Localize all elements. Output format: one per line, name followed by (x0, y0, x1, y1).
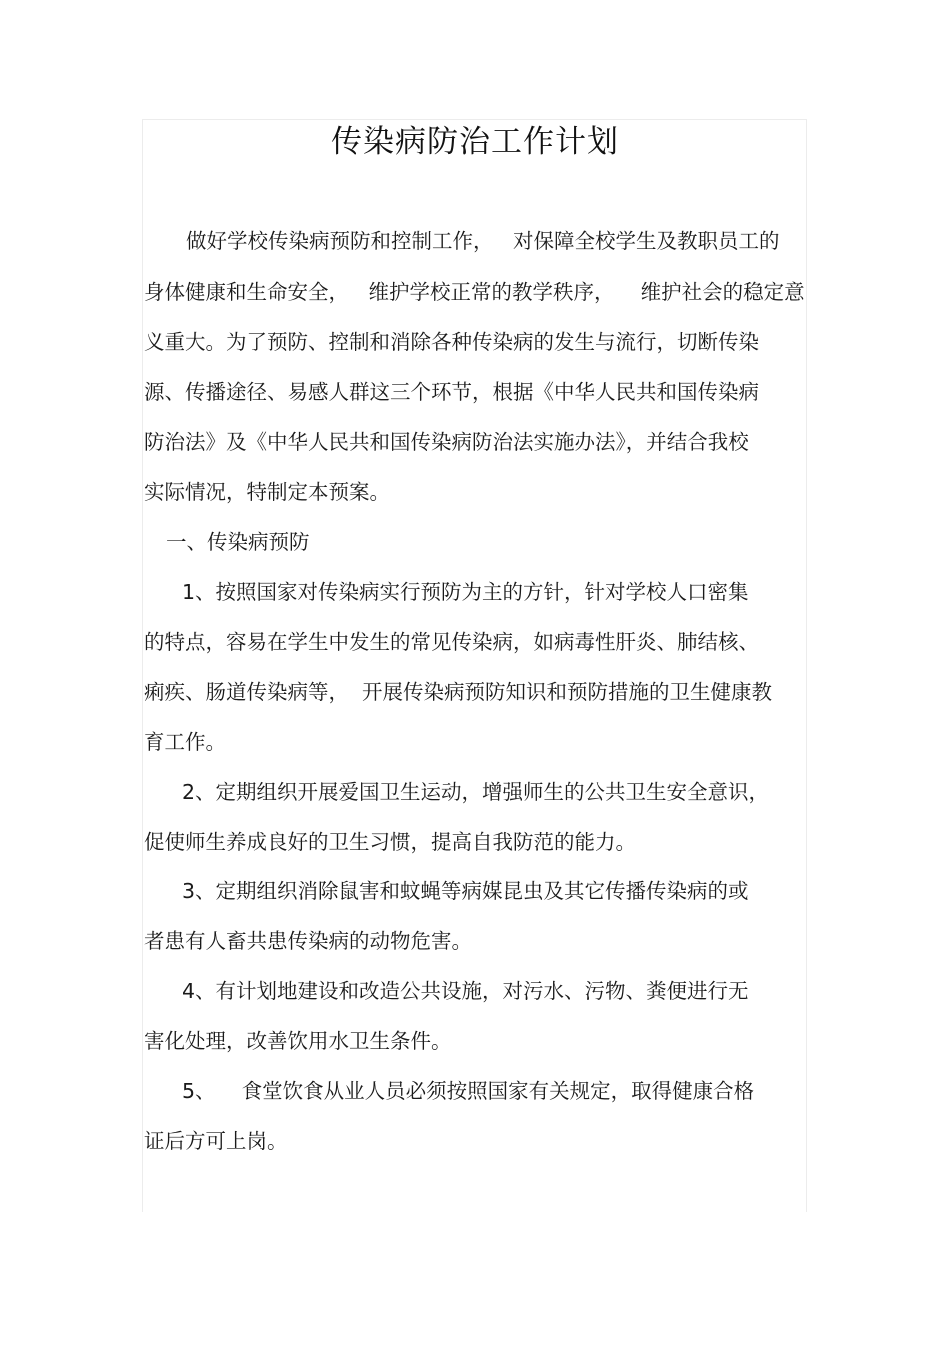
item-line: 3、定期组织消除鼠害和蚊蝇等病媒昆虫及其它传播传染病的或 (182, 879, 749, 903)
item-line: 育工作。 (144, 730, 226, 754)
item-line: 的特点，容易在学生中发生的常见传染病，如病毒性肝炎、肺结核、 (144, 630, 759, 654)
item-line: 1、按照国家对传染病实行预防为主的方针，针对学校人口密集 (182, 580, 749, 604)
item-line: 5、 食堂饮食从业人员必须按照国家有关规定，取得健康合格 (182, 1079, 755, 1103)
item-line: 者患有人畜共患传染病的动物危害。 (144, 929, 472, 953)
item-line: 4、有计划地建设和改造公共设施，对污水、污物、粪便进行无 (182, 979, 749, 1003)
document-title: 传染病防治工作计划 (331, 124, 619, 160)
section-heading: 一、传染病预防 (166, 530, 310, 554)
item-line: 证后方可上岗。 (144, 1129, 288, 1153)
intro-line: 源、传播途径、易感人群这三个环节，根据《中华人民共和国传染病 (144, 380, 759, 404)
item-line: 促使师生养成良好的卫生习惯，提高自我防范的能力。 (144, 830, 636, 854)
item-line: 害化处理，改善饮用水卫生条件。 (144, 1029, 452, 1053)
item-line: 2、定期组织开展爱国卫生运动，增强师生的公共卫生安全意识， (182, 780, 770, 804)
item-line: 痢疾、肠道传染病等， 开展传染病预防知识和预防措施的卫生健康教 (144, 680, 773, 704)
intro-line: 义重大。为了预防、控制和消除各种传染病的发生与流行，切断传染 (144, 330, 759, 354)
intro-line: 防治法》及《中华人民共和国传染病防治法实施办法》，并结合我校 (144, 430, 749, 454)
intro-line: 实际情况，特制定本预案。 (144, 480, 390, 504)
intro-line: 身体健康和生命安全， 维护学校正常的教学秩序， 维护社会的稳定意 (144, 280, 805, 304)
intro-line: 做好学校传染病预防和控制工作， 对保障全校学生及教职员工的 (186, 229, 780, 253)
